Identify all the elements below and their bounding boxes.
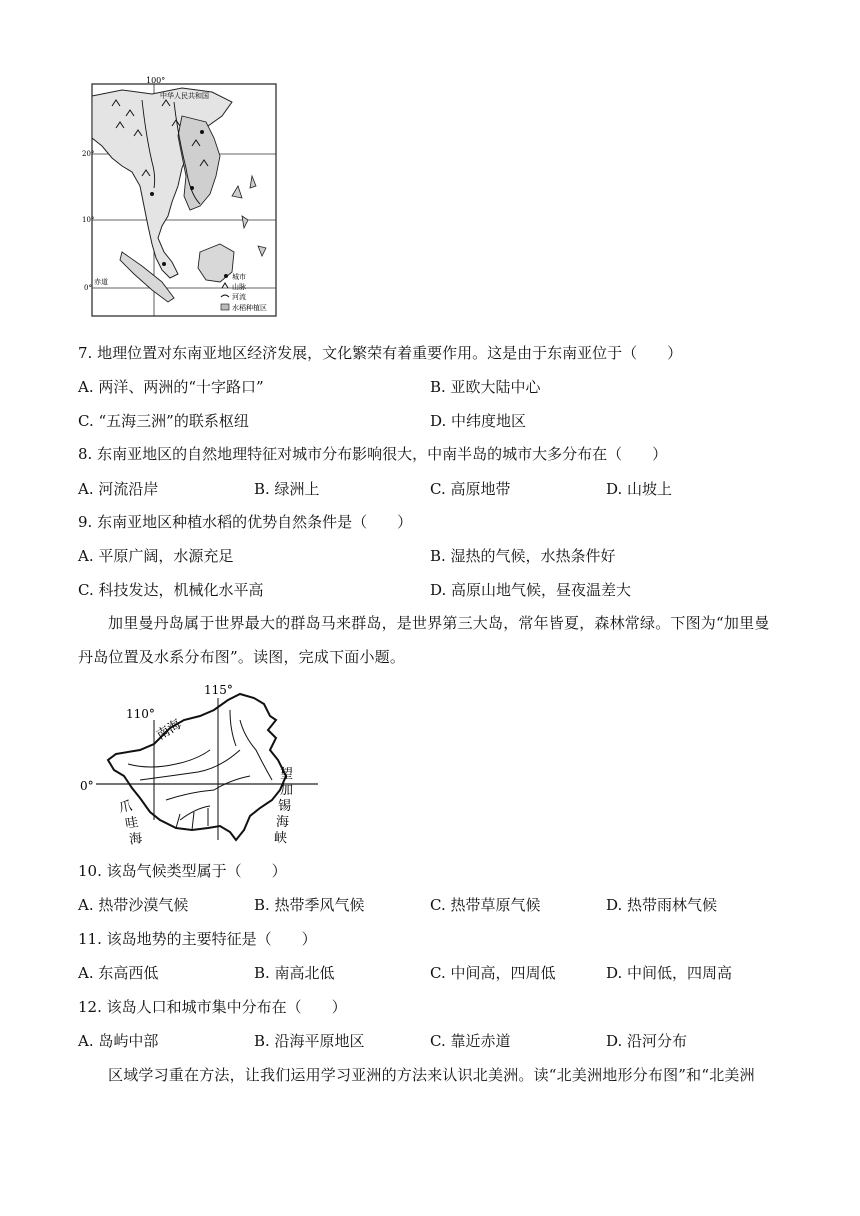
java-sea-char-2: 哇 [124, 814, 140, 832]
q12-option-c[interactable]: C. 靠近赤道 [430, 1032, 511, 1050]
south-china-sea-label: 南海 [154, 716, 185, 744]
q9-option-c[interactable]: C. 科技发达，机械化水平高 [78, 581, 264, 599]
q12-option-a[interactable]: A. 岛屿中部 [78, 1032, 159, 1050]
q8-stem: 8. 东南亚地区的自然地理特征对城市分布影响很大，中南半岛的城市大多分布在（ ） [78, 445, 668, 463]
q8-option-d[interactable]: D. 山坡上 [606, 480, 673, 498]
q10-option-c[interactable]: C. 热带草原气候 [430, 896, 541, 914]
q7-option-b[interactable]: B. 亚欧大陆中心 [430, 378, 541, 396]
map-legend [221, 272, 267, 312]
q10-option-d[interactable]: D. 热带雨林气候 [606, 896, 718, 914]
q8-option-c[interactable]: C. 高原地带 [430, 480, 511, 498]
southeast-asia-map [82, 76, 288, 322]
q9-option-b[interactable]: B. 湿热的气候，水热条件好 [430, 547, 616, 565]
java-sea-label [118, 799, 143, 848]
q10-option-b[interactable]: B. 热带季风气候 [254, 896, 365, 914]
southeast-asia-map-drawing [82, 76, 288, 322]
strait-char-3: 锡 [278, 799, 292, 814]
q11-option-d[interactable]: D. 中间低，四周高 [606, 964, 733, 982]
strait-char-5: 峡 [274, 831, 288, 846]
borneo-map [80, 680, 320, 848]
strait-char-2: 加 [280, 783, 294, 798]
legend-river: 河流 [232, 293, 246, 301]
strait-char-4: 海 [276, 815, 290, 830]
q11-option-c[interactable]: C. 中间高，四周低 [430, 964, 556, 982]
makassar-strait-label [274, 766, 293, 846]
q8-option-a[interactable]: A. 河流沿岸 [78, 480, 159, 498]
q11-stem: 11. 该岛地势的主要特征是（ ） [78, 930, 317, 948]
lat-0-label: 0° [84, 284, 92, 292]
lon-110-label: 110° [126, 707, 155, 721]
q11-option-b[interactable]: B. 南高北低 [254, 964, 335, 982]
lat-0-borneo-label: 0° [80, 779, 94, 793]
q12-option-b[interactable]: B. 沿海平原地区 [254, 1032, 365, 1050]
q10-stem: 10. 该岛气候类型属于（ ） [78, 862, 287, 880]
borneo-map-drawing [80, 680, 320, 848]
q7-option-a[interactable]: A. 两洋、两洲的“十字路口” [78, 378, 264, 396]
lon-100-label: 100° [146, 76, 166, 85]
strait-char-1: 望 [280, 767, 294, 782]
legend-city: 城市 [232, 273, 246, 281]
legend-rice: 水稻种植区 [232, 304, 267, 312]
lon-115-label: 115° [204, 683, 233, 697]
china-label: 中华人民共和国 [160, 92, 209, 100]
lat-10-label: 10° [82, 216, 95, 224]
q11-option-a[interactable]: A. 东高西低 [78, 964, 159, 982]
north-america-intro-paragraph: 区域学习重在方法，让我们运用学习亚洲的方法来认识北美洲。读“北美洲地形分布图”和“北美洲 [108, 1066, 755, 1084]
q7-stem: 7. 地理位置对东南亚地区经济发展，文化繁荣有着重要作用。这是由于东南亚位于（ ） [78, 344, 683, 362]
q7-option-d[interactable]: D. 中纬度地区 [430, 412, 527, 430]
q9-option-d[interactable]: D. 高原山地气候，昼夜温差大 [430, 581, 632, 599]
equator-label: 赤道 [94, 278, 108, 286]
java-sea-char-1: 爪 [118, 798, 134, 816]
q9-option-a[interactable]: A. 平原广阔，水源充足 [78, 547, 234, 565]
borneo-intro-paragraph: 加里曼丹岛属于世界最大的群岛马来群岛，是世界第三大岛，常年皆夏，森林常绿。下图为“加里曼丹岛位置及水系分布图”。读图，完成下面小题。 [78, 614, 770, 666]
legend-mountain: 山脉 [232, 283, 246, 291]
lat-20-label: 20° [82, 150, 95, 158]
java-sea-char-3: 海 [128, 830, 144, 848]
q12-stem: 12. 该岛人口和城市集中分布在（ ） [78, 998, 347, 1016]
q7-option-c[interactable]: C. “五海三洲”的联系枢纽 [78, 412, 249, 430]
q12-option-d[interactable]: D. 沿河分布 [606, 1032, 688, 1050]
q9-stem: 9. 东南亚地区种植水稻的优势自然条件是（ ） [78, 513, 413, 531]
q10-option-a[interactable]: A. 热带沙漠气候 [78, 896, 189, 914]
q8-option-b[interactable]: B. 绿洲上 [254, 480, 320, 498]
